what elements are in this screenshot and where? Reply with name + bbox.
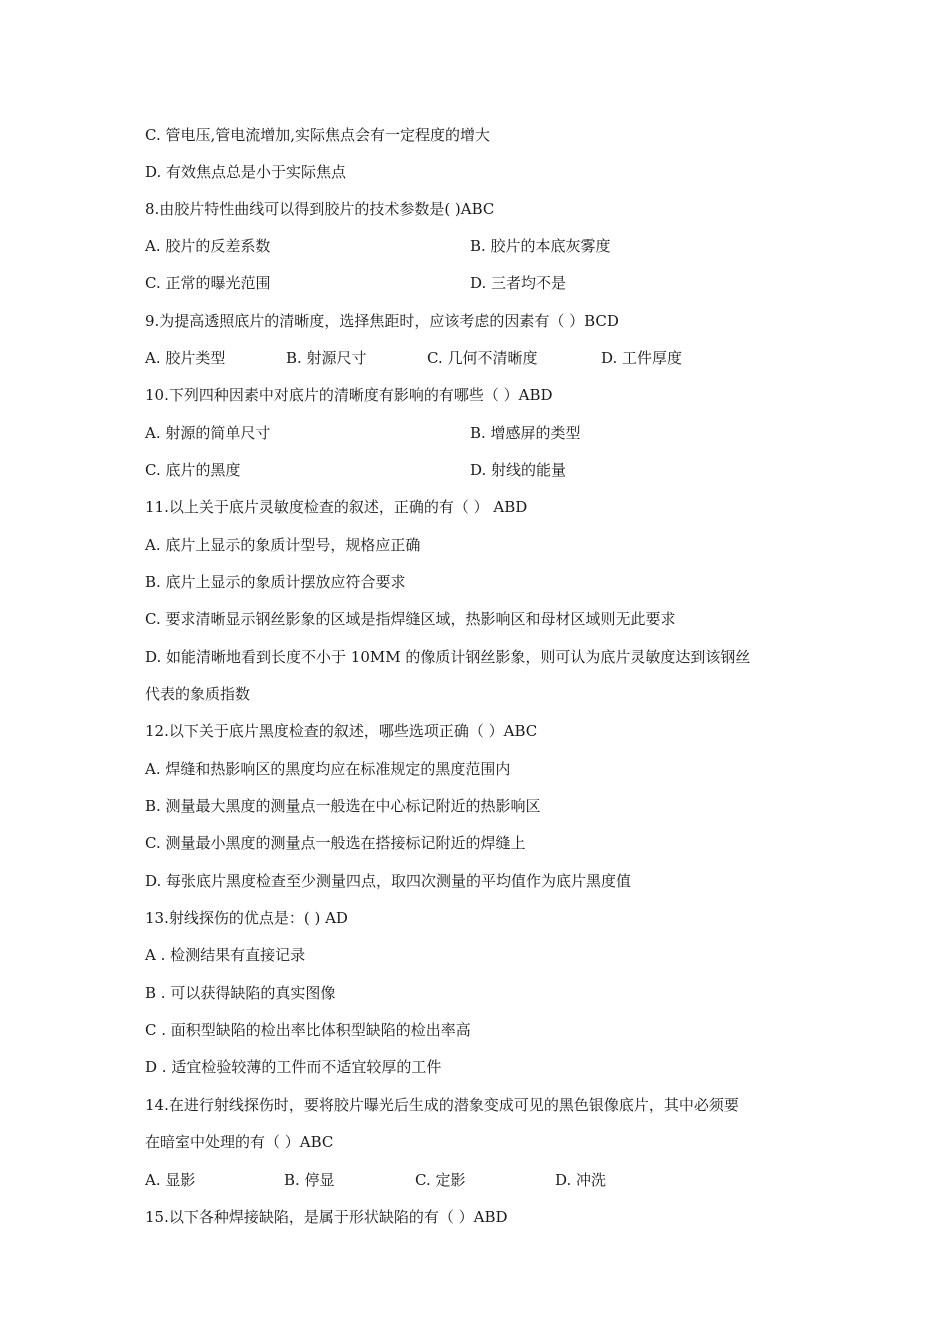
- question-8: 8.由胶片特性曲线可以得到胶片的技术参数是( )ABC: [145, 200, 495, 218]
- q14-option-c: C. 定影: [415, 1171, 466, 1189]
- q11-option-d: D. 如能清晰地看到长度不小于 10MM 的像质计钢丝影象，则可认为底片灵敏度达到该钢丝: [145, 648, 751, 666]
- q9-option-c: C. 几何不清晰度: [427, 349, 538, 367]
- option-line: C. 管电压,管电流增加,实际焦点会有一定程度的增大: [145, 126, 491, 144]
- q13-option-c: C . 面积型缺陷的检出率比体积型缺陷的检出率高: [145, 1021, 471, 1039]
- option-line: D. 有效焦点总是小于实际焦点: [145, 163, 347, 181]
- q9-option-b: B. 射源尺寸: [286, 349, 367, 367]
- question-12: 12.以下关于底片黑度检查的叙述，哪些选项正确（ ）ABC: [145, 722, 538, 740]
- question-11: 11.以上关于底片灵敏度检查的叙述，正确的有（ ） ABD: [145, 498, 528, 516]
- q13-option-b: B . 可以获得缺陷的真实图像: [145, 984, 336, 1002]
- q14-option-d: D. 冲洗: [555, 1171, 607, 1189]
- q8-option-a: A. 胶片的反差系数: [145, 237, 271, 255]
- question-13: 13.射线探伤的优点是：( ) AD: [145, 909, 348, 927]
- q8-option-b: B. 胶片的本底灰雾度: [470, 237, 611, 255]
- q12-option-b: B. 测量最大黑度的测量点一般选在中心标记附近的热影响区: [145, 797, 541, 815]
- q12-option-c: C. 测量最小黑度的测量点一般选在搭接标记附近的焊缝上: [145, 834, 526, 852]
- q11-option-c: C. 要求清晰显示钢丝影象的区域是指焊缝区域，热影响区和母材区域则无此要求: [145, 610, 676, 628]
- q9-option-a: A. 胶片类型: [145, 349, 226, 367]
- q10-option-c: C. 底片的黑度: [145, 461, 241, 479]
- q11-option-a: A. 底片上显示的象质计型号，规格应正确: [145, 536, 421, 554]
- q10-option-d: D. 射线的能量: [470, 461, 567, 479]
- q8-option-d: D. 三者均不是: [470, 274, 567, 292]
- q9-option-d: D. 工件厚度: [601, 349, 683, 367]
- question-10: 10.下列四种因素中对底片的清晰度有影响的有哪些（ ）ABD: [145, 386, 553, 404]
- q14-option-b: B. 停显: [284, 1171, 335, 1189]
- q11-option-b: B. 底片上显示的象质计摆放应符合要求: [145, 573, 406, 591]
- q8-option-c: C. 正常的曝光范围: [145, 274, 271, 292]
- q14-option-a: A. 显影: [145, 1171, 196, 1189]
- question-14-cont: 在暗室中处理的有（ ）ABC: [145, 1133, 334, 1151]
- question-15: 15.以下各种焊接缺陷，是属于形状缺陷的有（ ）ABD: [145, 1208, 508, 1226]
- q11-option-d-cont: 代表的象质指数: [145, 685, 251, 703]
- q12-option-d: D. 每张底片黑度检查至少测量四点，取四次测量的平均值作为底片黑度值: [145, 872, 632, 890]
- question-9: 9.为提高透照底片的清晰度，选择焦距时，应该考虑的因素有（ ）BCD: [145, 312, 619, 330]
- q12-option-a: A. 焊缝和热影响区的黑度均应在标准规定的黑度范围内: [145, 760, 511, 778]
- q13-option-d: D . 适宜检验较薄的工件而不适宜较厚的工件: [145, 1058, 442, 1076]
- q10-option-b: B. 增感屏的类型: [470, 424, 581, 442]
- q10-option-a: A. 射源的简单尺寸: [145, 424, 271, 442]
- q13-option-a: A . 检测结果有直接记录: [145, 946, 306, 964]
- question-14: 14.在进行射线探伤时，要将胶片曝光后生成的潜象变成可见的黑色银像底片，其中必须要: [145, 1096, 739, 1114]
